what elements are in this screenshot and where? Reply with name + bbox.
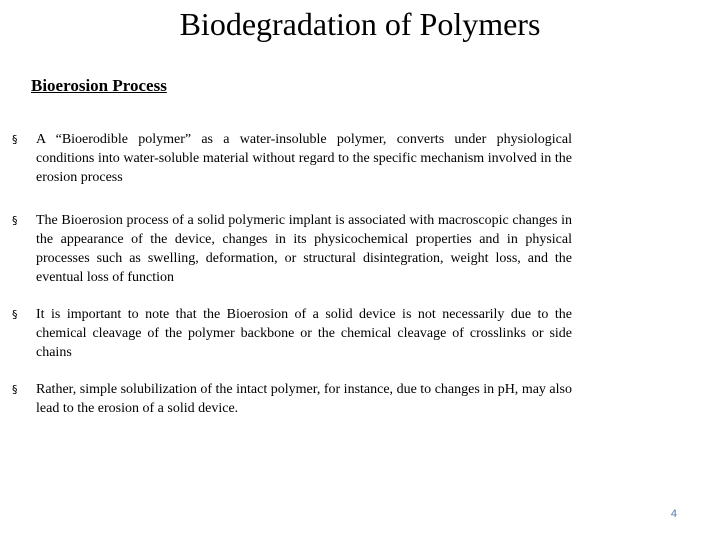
bullet-marker-icon: § <box>12 308 18 321</box>
bullet-text: A “Bioerodible polymer” as a water-insoluble polymer, converts under physiological conditions into water-soluble material without regard to the specific mechanism involved in the erosion process <box>36 132 572 185</box>
slide-title: Biodegradation of Polymers <box>179 6 541 42</box>
bullet-item <box>12 211 572 287</box>
section-heading: Bioerosion Process <box>31 76 167 95</box>
bullet-marker-icon: § <box>12 214 18 227</box>
bullet-item <box>12 380 572 418</box>
bullet-marker-icon: § <box>12 383 18 396</box>
bullet-list <box>12 130 572 418</box>
bullet-text: Rather, simple solubilization of the intact polymer, for instance, due to changes in pH, may also lead to the erosion of a solid device. <box>36 382 572 416</box>
bullet-item <box>12 305 572 362</box>
bullet-text: The Bioerosion process of a solid polymeric implant is associated with macroscopic changes in the appearance of the device, changes in its physicochemical properties and in physical processes such as swelling, deformation, or structural disintegration, weight loss, and the eventual loss of function <box>36 213 572 285</box>
page-number: 4 <box>670 508 677 520</box>
bullet-text: It is important to note that the Bioerosion of a solid device is not necessarily due to the chemical cleavage of the polymer backbone or the chemical cleavage of crosslinks or side chains <box>36 307 572 360</box>
bullet-item <box>12 130 572 187</box>
bullet-marker-icon: § <box>12 133 18 146</box>
